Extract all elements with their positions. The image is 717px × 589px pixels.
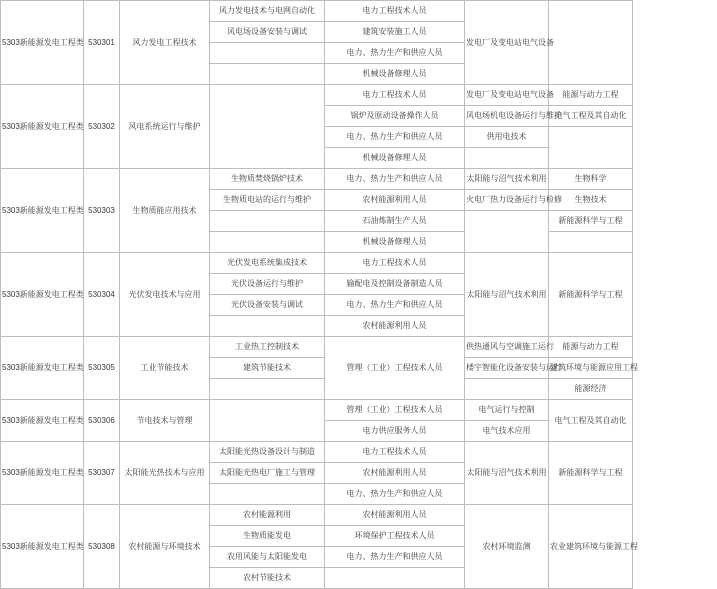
occupation-cell: 建筑安装施工人员: [325, 22, 465, 43]
occupation-cell: 电力供应服务人员: [325, 421, 465, 442]
college-continuation-major-cell: 火电厂热力设备运行与检修: [465, 190, 549, 211]
college-continuation-major-cell: 供热通风与空调施工运行: [465, 337, 549, 358]
college-continuation-major-cell: 风电场机电设备运行与维护: [465, 106, 549, 127]
college-continuation-major-cell: 发电厂及变电站电气设备: [465, 85, 549, 106]
major-code-cell: 530307: [84, 442, 120, 505]
category-cell: 5303新能源发电工程类: [1, 1, 84, 85]
occupation-cell: 机械设备修理人员: [325, 148, 465, 169]
secondary-vocational-major-cell: 生物质能发电: [210, 526, 325, 547]
secondary-vocational-major-cell: 光伏设备运行与维护: [210, 274, 325, 295]
secondary-vocational-major-cell: 太阳能光热设备设计与制造: [210, 442, 325, 463]
undergraduate-continuation-major-cell: 生物科学: [549, 169, 633, 190]
undergraduate-continuation-major-cell: 电气工程及其自动化: [549, 106, 633, 127]
major-code-cell: 530302: [84, 85, 120, 169]
table-body: [1, 1, 717, 589]
major-code-cell: 530304: [84, 253, 120, 337]
secondary-vocational-major-cell: 生物质焚烧锅炉技术: [210, 169, 325, 190]
table-row: [1, 85, 717, 106]
secondary-vocational-major-cell: [210, 43, 325, 64]
college-continuation-major-cell: 楼宇智能化设备安装与运行: [465, 358, 549, 379]
college-continuation-major-cell: 农村环境监测: [465, 505, 549, 589]
occupation-cell: 电力工程技术人员: [325, 442, 465, 463]
major-name-cell: 风力发电工程技术: [120, 1, 210, 85]
occupation-cell: 管理（工业）工程技术人员: [325, 337, 465, 400]
occupation-cell: 农村能源利用人员: [325, 505, 465, 526]
secondary-vocational-major-cell: 风力发电技术与电网自动化: [210, 1, 325, 22]
undergraduate-continuation-major-cell: 新能源科学与工程: [549, 442, 633, 505]
secondary-vocational-major-cell: [210, 64, 325, 85]
undergraduate-continuation-major-cell: 新能源科学与工程: [549, 253, 633, 337]
college-continuation-major-cell: 供用电技术: [465, 127, 549, 148]
secondary-vocational-major-cell: 风电场设备安装与调试: [210, 22, 325, 43]
major-code-cell: 530301: [84, 1, 120, 85]
college-continuation-major-cell: 太阳能与沼气技术利用: [465, 169, 549, 190]
college-continuation-major-cell: 电气技术应用: [465, 421, 549, 442]
secondary-vocational-major-cell: [210, 400, 325, 442]
undergraduate-continuation-major-cell: 电气工程及其自动化: [549, 400, 633, 442]
undergraduate-continuation-major-cell: 建筑环境与能源应用工程: [549, 358, 633, 379]
table-row: [1, 442, 717, 463]
secondary-vocational-major-cell: [210, 484, 325, 505]
category-cell: 5303新能源发电工程类: [1, 337, 84, 400]
college-continuation-major-cell: [465, 211, 549, 253]
college-continuation-major-cell: 太阳能与沼气技术利用: [465, 253, 549, 337]
secondary-vocational-major-cell: 太阳能光热电厂施工与管理: [210, 463, 325, 484]
occupation-cell: 电力、热力生产和供应人员: [325, 169, 465, 190]
occupation-cell: 石油炼制生产人员: [325, 211, 465, 232]
occupation-cell: 电力、热力生产和供应人员: [325, 127, 465, 148]
secondary-vocational-major-cell: [210, 85, 325, 169]
college-continuation-major-cell: 发电厂及变电站电气设备: [465, 1, 549, 85]
category-cell: 5303新能源发电工程类: [1, 169, 84, 253]
occupation-cell: 输配电及控制设备制造人员: [325, 274, 465, 295]
undergraduate-continuation-major-cell: [549, 127, 633, 169]
occupation-cell: [325, 568, 465, 589]
major-name-cell: 太阳能光热技术与应用: [120, 442, 210, 505]
occupation-cell: 电力工程技术人员: [325, 85, 465, 106]
undergraduate-continuation-major-cell: 能源经济: [549, 379, 633, 400]
major-name-cell: 工业节能技术: [120, 337, 210, 400]
college-continuation-major-cell: [465, 148, 549, 169]
category-cell: 5303新能源发电工程类: [1, 505, 84, 589]
occupation-cell: 电力、热力生产和供应人员: [325, 295, 465, 316]
occupation-cell: 电力、热力生产和供应人员: [325, 484, 465, 505]
major-name-cell: 农村能源与环境技术: [120, 505, 210, 589]
occupation-cell: 环境保护工程技术人员: [325, 526, 465, 547]
college-continuation-major-cell: 太阳能与沼气技术利用: [465, 442, 549, 505]
category-cell: 5303新能源发电工程类: [1, 400, 84, 442]
secondary-vocational-major-cell: 农用风能与太阳能发电: [210, 547, 325, 568]
undergraduate-continuation-major-cell: 生物技术: [549, 190, 633, 211]
secondary-vocational-major-cell: [210, 316, 325, 337]
major-name-cell: 光伏发电技术与应用: [120, 253, 210, 337]
occupation-cell: 机械设备修理人员: [325, 232, 465, 253]
major-name-cell: 生物质能应用技术: [120, 169, 210, 253]
undergraduate-continuation-major-cell: [549, 232, 633, 253]
table-row: [1, 400, 717, 421]
secondary-vocational-major-cell: 工业热工控制技术: [210, 337, 325, 358]
occupation-cell: 农村能源利用人员: [325, 316, 465, 337]
undergraduate-continuation-major-cell: 能源与动力工程: [549, 337, 633, 358]
secondary-vocational-major-cell: 农村节能技术: [210, 568, 325, 589]
major-name-cell: 节电技术与管理: [120, 400, 210, 442]
occupation-cell: 电力、热力生产和供应人员: [325, 547, 465, 568]
secondary-vocational-major-cell: [210, 379, 325, 400]
table-row: [1, 1, 717, 22]
undergraduate-continuation-major-cell: 农业建筑环境与能源工程: [549, 505, 633, 589]
college-continuation-major-cell: [465, 379, 549, 400]
secondary-vocational-major-cell: [210, 232, 325, 253]
category-cell: 5303新能源发电工程类: [1, 442, 84, 505]
major-name-cell: 风电系统运行与维护: [120, 85, 210, 169]
secondary-vocational-major-cell: 光伏发电系统集成技术: [210, 253, 325, 274]
occupation-cell: 电力工程技术人员: [325, 253, 465, 274]
major-code-cell: 530303: [84, 169, 120, 253]
secondary-vocational-major-cell: 建筑节能技术: [210, 358, 325, 379]
major-code-cell: 530306: [84, 400, 120, 442]
major-code-cell: 530308: [84, 505, 120, 589]
category-cell: 5303新能源发电工程类: [1, 253, 84, 337]
table-row: [1, 169, 717, 190]
occupation-cell: 锅炉及原动设备操作人员: [325, 106, 465, 127]
major-code-cell: 530305: [84, 337, 120, 400]
occupation-cell: 电力、热力生产和供应人员: [325, 43, 465, 64]
undergraduate-continuation-major-cell: [549, 1, 633, 85]
table-row: [1, 505, 717, 526]
table-row: [1, 337, 717, 358]
undergraduate-continuation-major-cell: 能源与动力工程: [549, 85, 633, 106]
undergraduate-continuation-major-cell: 新能源科学与工程: [549, 211, 633, 232]
occupation-cell: 机械设备修理人员: [325, 64, 465, 85]
category-cell: 5303新能源发电工程类: [1, 85, 84, 169]
secondary-vocational-major-cell: [210, 211, 325, 232]
secondary-vocational-major-cell: 生物质电站的运行与维护: [210, 190, 325, 211]
secondary-vocational-major-cell: 光伏设备安装与调试: [210, 295, 325, 316]
table-row: [1, 253, 717, 274]
occupation-cell: 农村能源利用人员: [325, 463, 465, 484]
occupation-cell: 管理（工业）工程技术人员: [325, 400, 465, 421]
college-continuation-major-cell: 电气运行与控制: [465, 400, 549, 421]
secondary-vocational-major-cell: 农村能源利用: [210, 505, 325, 526]
occupation-cell: 农村能源利用人员: [325, 190, 465, 211]
occupation-cell: 电力工程技术人员: [325, 1, 465, 22]
